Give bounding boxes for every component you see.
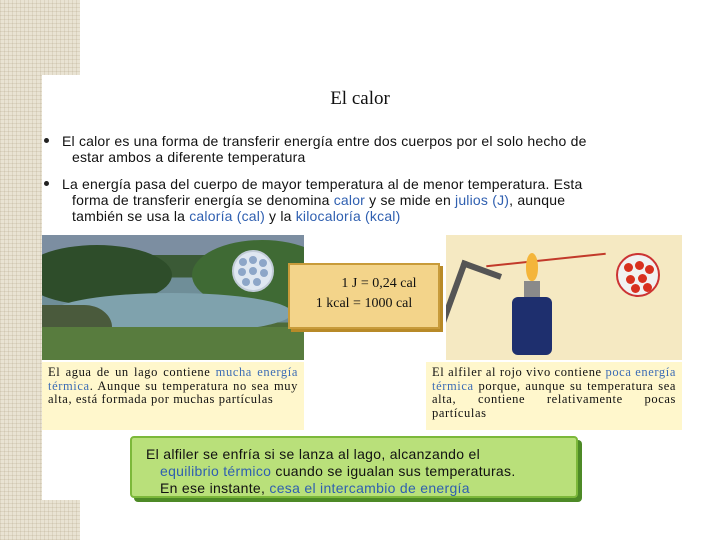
bullet-2 [62, 176, 670, 224]
formula-line1: 1 J = 0,24 cal [341, 276, 417, 291]
bullet-1-line1: El calor es una forma de transferir energía entre dos cuerpos por el solo hecho de [62, 133, 587, 149]
term-kilocaloria: kilocaloría (kcal) [295, 208, 401, 224]
note-line3: En ese instante, cesa el intercambio de energía [160, 480, 470, 496]
note-line1: El alfiler se enfría si se lanza al lago, alcanzando el [146, 446, 481, 462]
bullet-dot-icon [44, 138, 49, 143]
bullet-dot-icon [44, 181, 49, 186]
formula-box [288, 263, 440, 329]
thermal-equilibrium-note [130, 436, 578, 498]
bullet-1-line2: estar ambos a diferente temperatura [72, 149, 306, 165]
note-line2: equilibrio térmico cuando se igualan sus temperaturas. [160, 463, 516, 479]
term-calor: calor [333, 192, 366, 208]
bullet-2-line2: forma de transferir energía se denomina calor y se mide en julios (J), aunque [72, 192, 566, 208]
water-molecules-icon [232, 250, 274, 292]
slide-title: El calor [330, 88, 390, 109]
pin-particles-icon [616, 253, 660, 297]
term-julios: julios (J) [455, 192, 510, 208]
term-caloria: caloría (cal) [189, 208, 265, 224]
formula-line2: 1 kcal = 1000 cal [315, 296, 413, 311]
bullet-2-line3: también se usa la caloría (cal) y la kilocaloría (kcal) [72, 208, 401, 224]
caption-pin: El alfiler al rojo vivo contiene poca energía térmica porque, aunque su temperatura sea alta, contiene relativamente pocas partículas [426, 362, 682, 430]
bullet-1 [62, 133, 670, 165]
bullet-2-line1: La energía pasa del cuerpo de mayor temperatura al de menor temperatura. Esta [62, 176, 583, 192]
caption-lake: El agua de un lago contiene mucha energía térmica. Aunque su temperatura no sea muy alta, está formada por muchas partículas [42, 362, 304, 430]
